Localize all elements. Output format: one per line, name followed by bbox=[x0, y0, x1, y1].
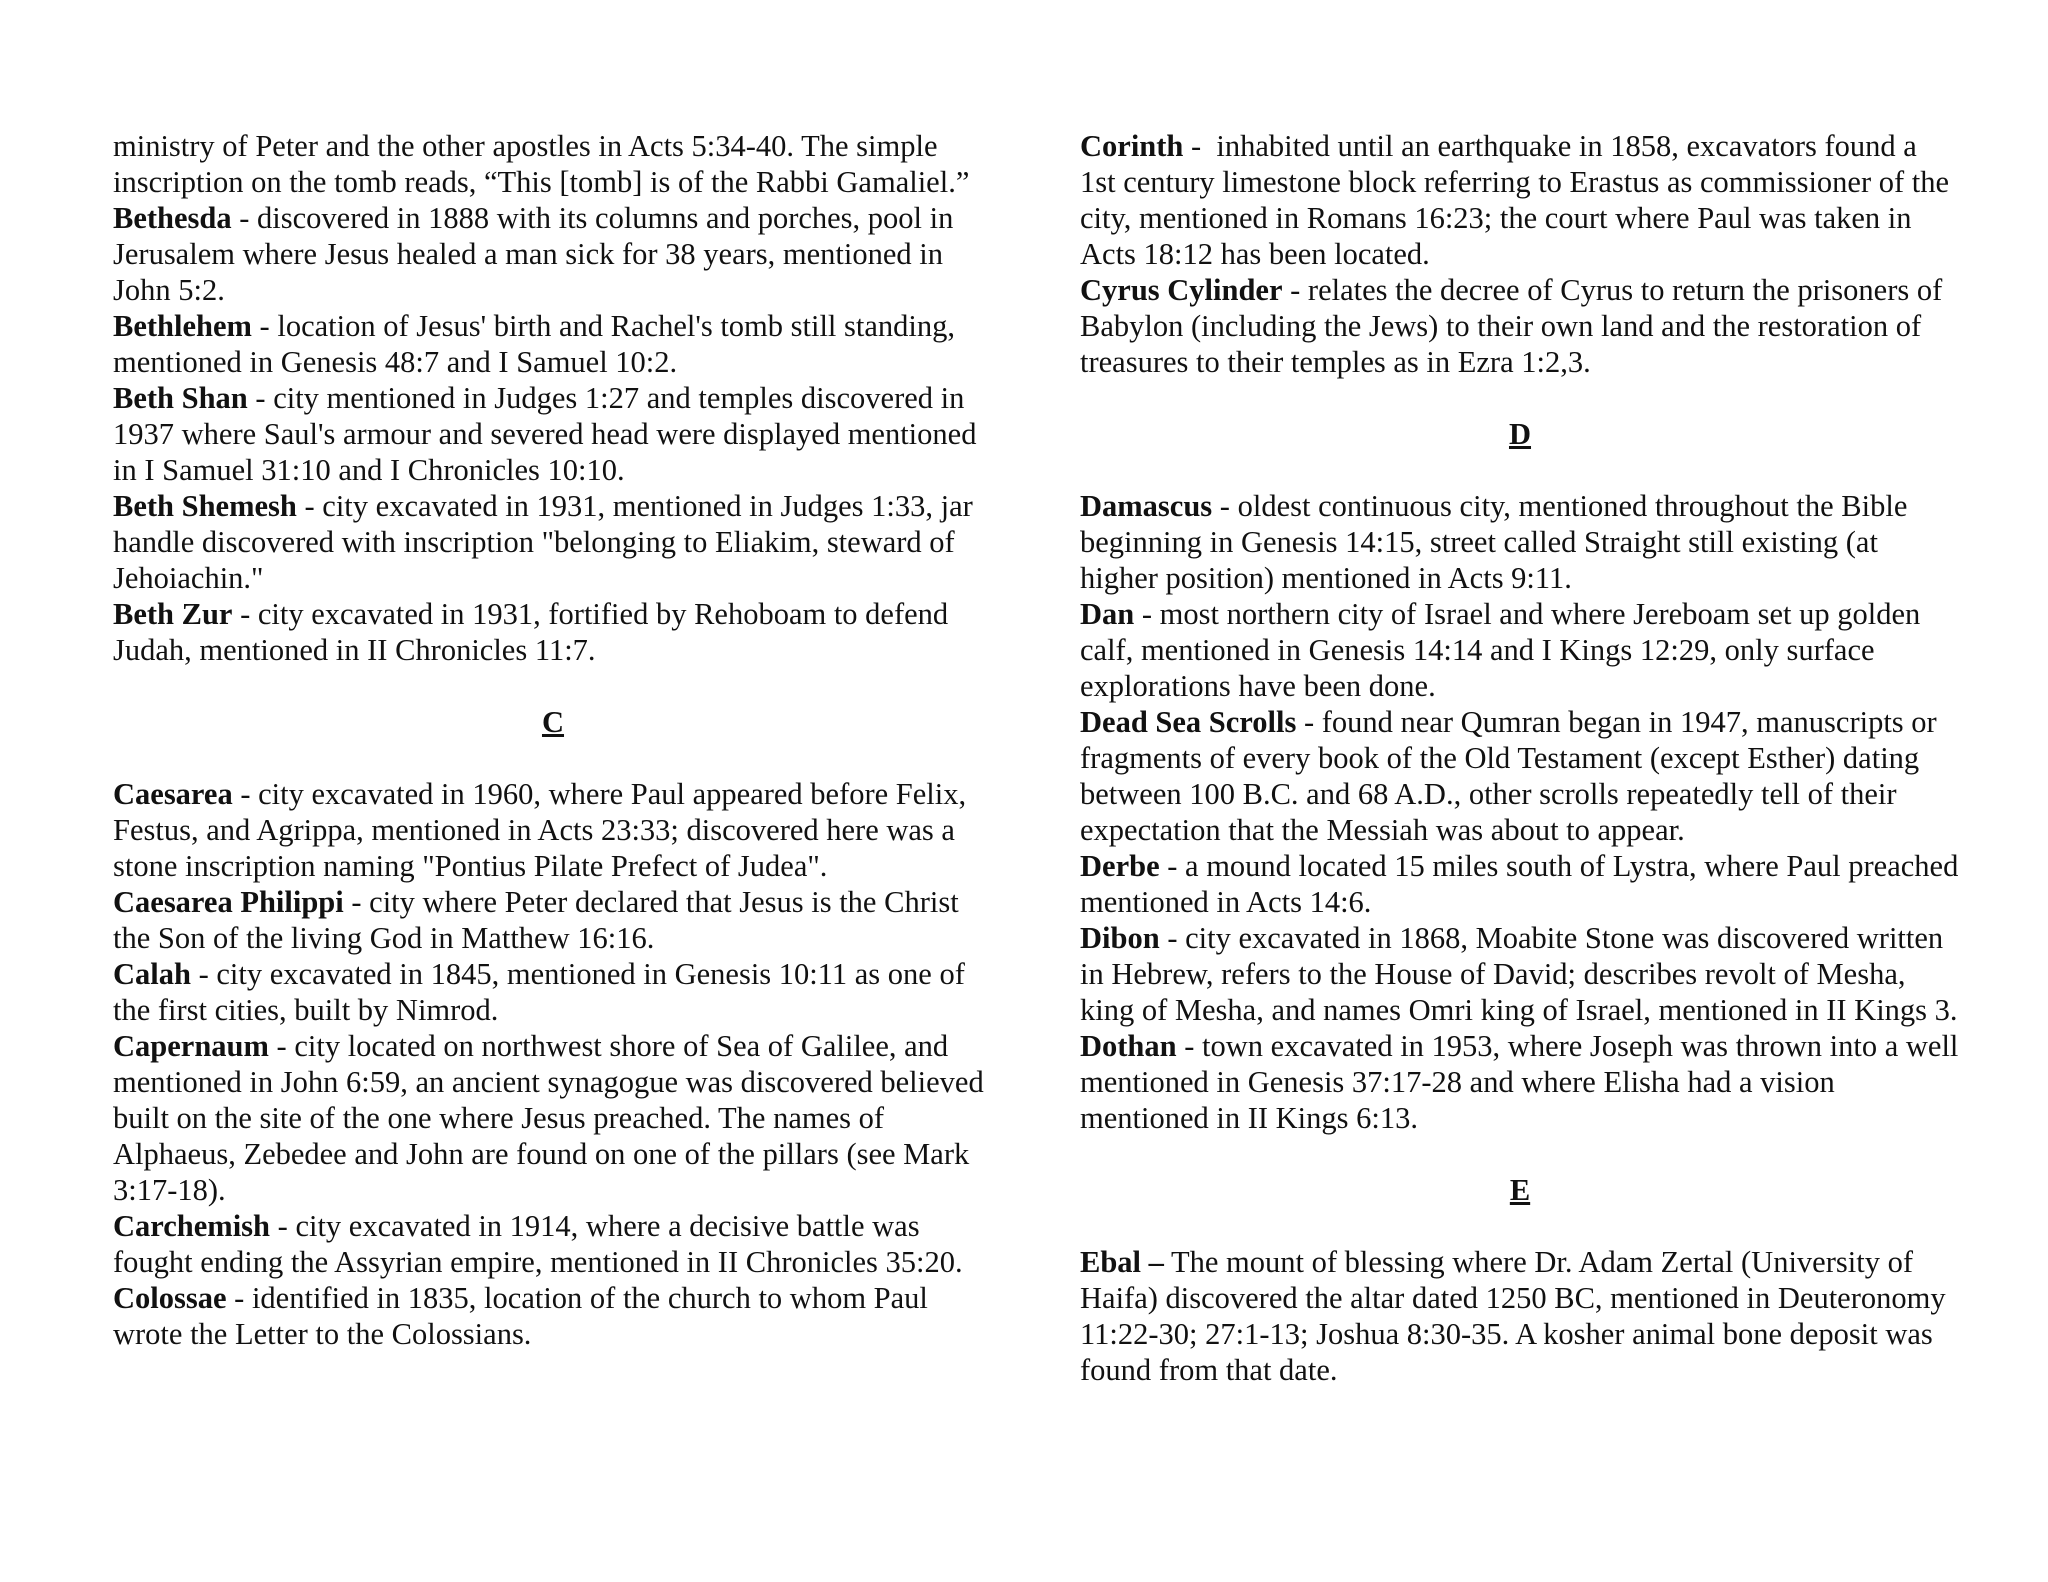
entry-term: Caesarea Philippi bbox=[113, 885, 344, 919]
entry-description: oldest continuous city, mentioned throughout the Bible beginning in Genesis 14:15, street called Straight still existing (at higher position) mentioned in Acts 9:11. bbox=[1080, 489, 1908, 595]
entry-term: Corinth bbox=[1080, 129, 1184, 163]
entry-separator: - bbox=[268, 1029, 295, 1063]
entry-description: city excavated in 1914, where a decisive battle was fought ending the Assyrian empire, mentioned in II Chronicles 35:20. bbox=[113, 1209, 963, 1279]
entries-e-list bbox=[1080, 1244, 1960, 1388]
entry-caesarea-philippi bbox=[113, 884, 993, 956]
entry-description: city excavated in 1868, Moabite Stone was discovered written in Hebrew, refers to the House of David; describes revolt of Mesha, king of Mesha, and names Omri king of Israel, mentioned in II Kings 3. bbox=[1080, 921, 1958, 1027]
entry-description: identified in 1835, location of the church to whom Paul wrote the Letter to the Colossians. bbox=[113, 1281, 928, 1351]
entry-corinth bbox=[1080, 128, 1960, 272]
entry-description: city excavated in 1960, where Paul appeared before Felix, Festus, and Agrippa, mentioned in Acts 23:33; discovered here was a stone inscription naming "Pontius Pilate Prefect of Judea". bbox=[113, 777, 967, 883]
entry-description: city located on northwest shore of Sea of Galilee, and mentioned in John 6:59, an ancient synagogue was discovered believed built on the site of the one where Jesus preached. The names of Alphaeus, Zebedee and John are found on one of the pillars (see Mark 3:17-18). bbox=[113, 1029, 984, 1207]
entry-separator: - bbox=[1176, 1029, 1203, 1063]
entry-bethlehem bbox=[113, 308, 993, 380]
entry-term: Derbe bbox=[1080, 849, 1160, 883]
entry-separator: - bbox=[190, 957, 217, 991]
section-heading-d: D bbox=[1508, 417, 1532, 451]
entry-description: city excavated in 1931, mentioned in Judges 1:33, jar handle discovered with inscription "belonging to Eliakim, steward of Jehoiachin." bbox=[113, 489, 973, 595]
entry-damascus bbox=[1080, 488, 1960, 596]
entries-d-list bbox=[1080, 488, 1960, 1136]
entry-description: most northern city of Israel and where Jereboam set up golden calf, mentioned in Genesis 14:14 and I Kings 12:29, only surface explorations have been done. bbox=[1080, 597, 1921, 703]
entry-beth-zur bbox=[113, 596, 993, 668]
entry-separator: - bbox=[231, 201, 258, 235]
entry-description: a mound located 15 miles south of Lystra, where Paul preached mentioned in Acts 14:6. bbox=[1080, 849, 1959, 919]
entry-caesarea bbox=[113, 776, 993, 884]
entry-separator: - bbox=[1183, 129, 1217, 163]
left-column bbox=[113, 128, 993, 1352]
entries-c-continued-list bbox=[1080, 128, 1960, 380]
entry-calah bbox=[113, 956, 993, 1028]
entry-bethesda bbox=[113, 200, 993, 308]
entry-capernaum bbox=[113, 1028, 993, 1208]
intro-paragraph: ministry of Peter and the other apostles in Acts 5:34-40. The simple inscription on the tomb reads, “This [tomb] is of the Rabbi Gamaliel.” bbox=[113, 129, 970, 199]
entry-carchemish bbox=[113, 1208, 993, 1280]
entry-term: Dibon bbox=[1080, 921, 1160, 955]
entry-description: city mentioned in Judges 1:27 and temples discovered in 1937 where Saul's armour and severed head were displayed mentioned in I Samuel 31:10 and I Chronicles 10:10. bbox=[113, 381, 977, 487]
entry-term: Carchemish bbox=[113, 1209, 271, 1243]
entry-term: Beth Shan bbox=[113, 381, 248, 415]
entry-description: relates the decree of Cyrus to return the prisoners of Babylon (including the Jews) to their own land and the restoration of treasures to their temples as in Ezra 1:2,3. bbox=[1080, 273, 1943, 379]
entry-beth-shemesh bbox=[113, 488, 993, 596]
entry-term: Cyrus Cylinder bbox=[1080, 273, 1283, 307]
entry-separator: - bbox=[1159, 921, 1186, 955]
entry-dan bbox=[1080, 596, 1960, 704]
entry-separator: - bbox=[1282, 273, 1308, 307]
entry-dibon bbox=[1080, 920, 1960, 1028]
entry-separator: - bbox=[270, 1209, 296, 1243]
entry-separator: - bbox=[1159, 849, 1186, 883]
entry-separator: - bbox=[232, 777, 259, 811]
entry-separator: - bbox=[1212, 489, 1238, 523]
entry-separator: - bbox=[226, 1281, 252, 1315]
entry-term: Beth Zur bbox=[113, 597, 233, 631]
entry-derbe bbox=[1080, 848, 1960, 920]
entry-term: Calah bbox=[113, 957, 191, 991]
entry-term: Beth Shemesh bbox=[113, 489, 297, 523]
entries-c-list bbox=[113, 776, 993, 1352]
entry-ebal bbox=[1080, 1244, 1960, 1388]
entry-separator: - bbox=[343, 885, 370, 919]
section-heading-e: E bbox=[1509, 1173, 1531, 1207]
entry-description: The mount of blessing where Dr. Adam Zertal (University of Haifa) discovered the altar dated 1250 BC, mentioned in Deuteronomy 11:22-30; 27:1-13; Joshua 8:30-35. A kosher animal bone deposit was found from that date. bbox=[1080, 1245, 1946, 1387]
entry-description: inhabited until an earthquake in 1858, excavators found a 1st century limestone block referring to Erastus as commissioner of the city, mentioned in Romans 16:23; the court where Paul was taken in Acts 18:12 has been located. bbox=[1080, 129, 1950, 271]
entry-description: discovered in 1888 with its columns and porches, pool in Jerusalem where Jesus healed a man sick for 38 years, mentioned in John 5:2. bbox=[113, 201, 954, 307]
entry-description: city where Peter declared that Jesus is the Christ the Son of the living God in Matthew 16:16. bbox=[113, 885, 959, 955]
entry-separator: - bbox=[296, 489, 323, 523]
entry-term: Dead Sea Scrolls bbox=[1080, 705, 1297, 739]
entry-term: Dothan bbox=[1080, 1029, 1177, 1063]
entry-description: location of Jesus' birth and Rachel's tomb still standing, mentioned in Genesis 48:7 and I Samuel 10:2. bbox=[113, 309, 956, 379]
entry-separator: - bbox=[1134, 597, 1160, 631]
entry-separator: - bbox=[1296, 705, 1322, 739]
entry-dothan bbox=[1080, 1028, 1960, 1136]
entry-term: Caesarea bbox=[113, 777, 233, 811]
entry-separator bbox=[1164, 1245, 1171, 1279]
entry-term: Colossae bbox=[113, 1281, 227, 1315]
entry-description: town excavated in 1953, where Joseph was thrown into a well mentioned in Genesis 37:17-28 and where Elisha had a vision mentioned in II Kings 6:13. bbox=[1080, 1029, 1959, 1135]
right-column bbox=[1080, 128, 1960, 1388]
entry-term: Bethesda bbox=[113, 201, 232, 235]
entry-term: Capernaum bbox=[113, 1029, 269, 1063]
entry-dead-sea-scrolls bbox=[1080, 704, 1960, 848]
entry-term: Bethlehem bbox=[113, 309, 252, 343]
entry-separator: - bbox=[251, 309, 278, 343]
entry-description: city excavated in 1845, mentioned in Genesis 10:11 as one of the first cities, built by Nimrod. bbox=[113, 957, 965, 1027]
entry-description: found near Qumran began in 1947, manuscripts or fragments of every book of the Old Testament (except Esther) dating between 100 B.C. and 68 A.D., other scrolls repeatedly tell of their expectation that the Messiah was about to appear. bbox=[1080, 705, 1937, 847]
entry-colossae bbox=[113, 1280, 993, 1352]
section-heading-c: C bbox=[541, 705, 565, 739]
entry-separator: - bbox=[232, 597, 258, 631]
entry-separator: - bbox=[247, 381, 274, 415]
entry-cyrus-cylinder bbox=[1080, 272, 1960, 380]
entries-b-list bbox=[113, 200, 993, 668]
entry-term: Damascus bbox=[1080, 489, 1213, 523]
entry-description: city excavated in 1931, fortified by Rehoboam to defend Judah, mentioned in II Chronicles 11:7. bbox=[113, 597, 949, 667]
entry-term: Dan bbox=[1080, 597, 1135, 631]
entry-beth-shan bbox=[113, 380, 993, 488]
entry-term: Ebal – bbox=[1080, 1245, 1164, 1279]
